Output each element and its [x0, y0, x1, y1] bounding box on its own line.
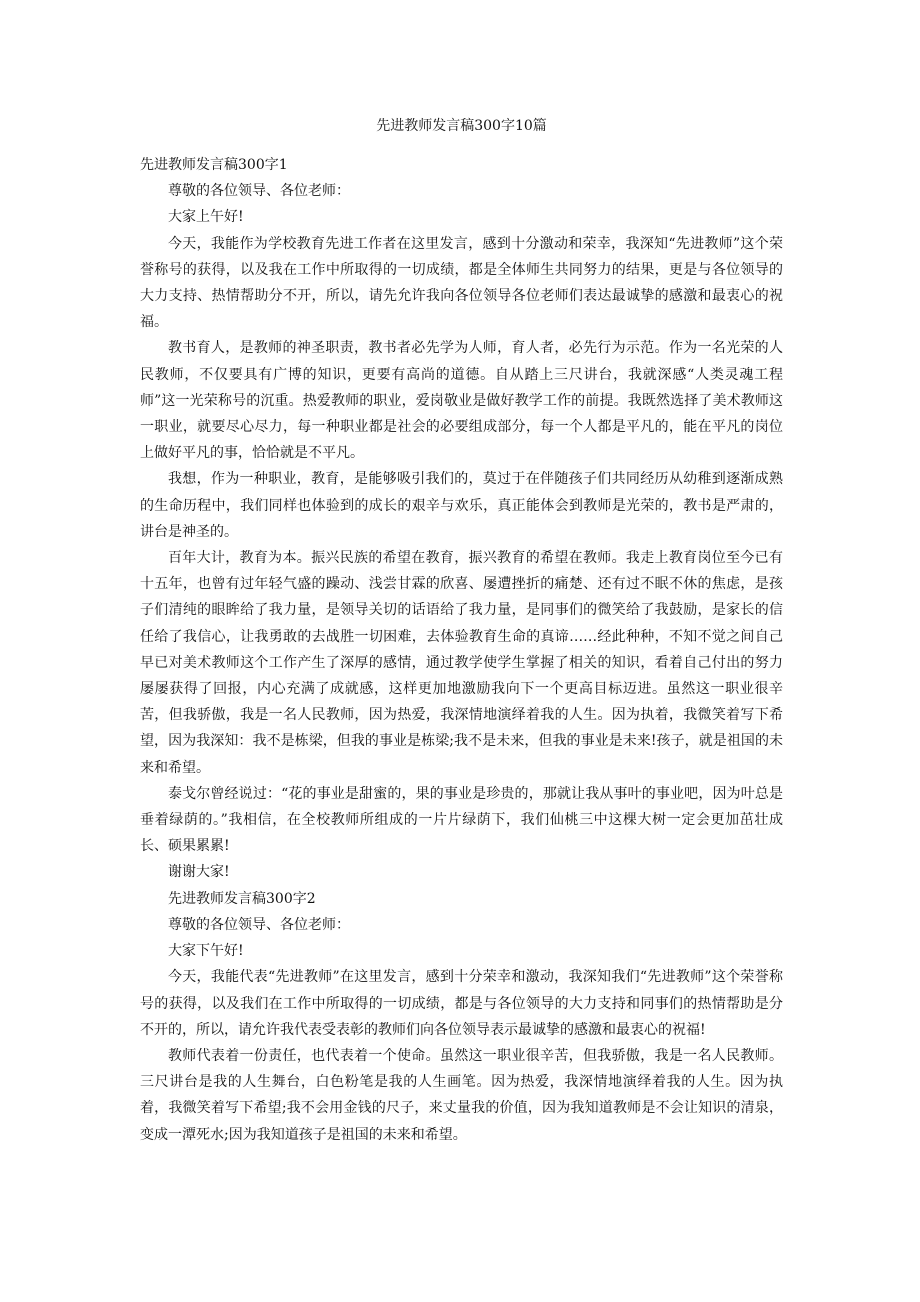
section-2-paragraph: 今天，我能代表“先进教师”在这里发言，感到十分荣幸和激动，我深知我们“先进教师”这个荣誉称号的获得，以及我们在工作中所取得的一切成绩，都是与各位领导的大力支持和同事们的热情帮助是分不开的，所以，请允许我代表受表彰的教师们向各位领导表示最诚挚的感激和最衷心的祝福! [140, 969, 783, 1038]
section-1-greeting: 大家上午好! [168, 209, 244, 226]
section-2-paragraph: 教师代表着一份责任，也代表着一个使命。虽然这一职业很辛苦，但我骄傲，我是一名人民教师。三尺讲台是我的人生舞台，白色粉笔是我的人生画笔。因为热爱，我深情地演绎着我的人生。因为执着，我微笑着写下希望;我不会用金钱的尺子，来丈量我的价值，因为我知道教师是不会让知识的清泉，变成一潭死水;因为我知道孩子是祖国的未来和希望。 [140, 1047, 783, 1143]
section-1-paragraph: 今天，我能作为学校教育先进工作者在这里发言，感到十分激动和荣幸，我深知“先进教师”这个荣誉称号的获得，以及我在工作中所取得的一切成绩，都是全体师生共同努力的结果，更是与各位领导的大力支持、热情帮助分不开，所以，请先允许我向各位领导各位老师们表达最诚挚的感激和最衷心的祝福。 [140, 235, 783, 331]
document-title: 先进教师发言稿300字10篇 [376, 118, 547, 134]
section-2-salutation: 尊敬的各位领导、各位老师： [168, 916, 350, 933]
document-body [140, 152, 783, 1148]
section-2-heading: 先进教师发言稿300字2 [168, 890, 316, 907]
section-1-paragraph: 泰戈尔曾经说过：“花的事业是甜蜜的，果的事业是珍贵的，那就让我从事叶的事业吧，因为叶总是垂着绿荫的。”我相信，在全校教师所组成的一片片绿荫下，我们仙桃三中这棵大树一定会更加茁壮成长、硕果累累! [140, 785, 783, 855]
section-1-salutation: 尊敬的各位领导、各位老师： [168, 183, 350, 200]
section-1-heading: 先进教师发言稿300字1 [140, 157, 288, 173]
section-1-paragraph: 教书育人，是教师的神圣职责，教书者必先学为人师，育人者，必先行为示范。作为一名光荣的人民教师，不仅要具有广博的知识，更要有高尚的道德。自从踏上三尺讲台，我就深感“人类灵魂工程师”这一光荣称号的沉重。热爱教师的职业，爱岗敬业是做好教学工作的前提。我既然选择了美术教师这一职业，就要尽心尽力，每一种职业都是社会的必要组成部分，每一个人都是平凡的，能在平凡的岗位上做好平凡的事，恰恰就是不平凡。 [140, 340, 783, 462]
section-2-greeting: 大家下午好! [168, 943, 244, 960]
section-1-closing: 谢谢大家! [168, 864, 230, 881]
section-1-paragraph: 百年大计，教育为本。振兴民族的希望在教育，振兴教育的希望在教师。我走上教育岗位至今已有十五年，也曾有过年轻气盛的躁动、浅尝甘霖的欣喜、屡遭挫折的痛楚、还有过不眠不休的焦虑，是孩子们清纯的眼眸给了我力量，是领导关切的话语给了我力量，是同事们的微笑给了我鼓励，是家长的信任给了我信心，让我勇敢的去战胜一切困难，去体验教育生命的真谛……经此种种，不知不觉之间自己早已对美术教师这个工作产生了深厚的感情，通过教学使学生掌握了相关的知识，看着自己付出的努力屡屡获得了回报，内心充满了成就感，这样更加地激励我向下一个更高目标迈进。虽然这一职业很辛苦，但我骄傲，我是一名人民教师，因为热爱，我深情地演绎着我的人生。因为执着，我微笑着写下希望，因为我深知：我不是栋梁，但我的事业是栋梁;我不是未来，但我的事业是未来!孩子，就是祖国的未来和希望。 [140, 550, 783, 776]
section-1-paragraph: 我想，作为一种职业，教育，是能够吸引我们的，莫过于在伴随孩子们共同经历从幼稚到逐渐成熟的生命历程中，我们同样也体验到的成长的艰辛与欢乐，真正能体会到教师是光荣的，教书是严肃的，讲台是神圣的。 [140, 471, 783, 540]
